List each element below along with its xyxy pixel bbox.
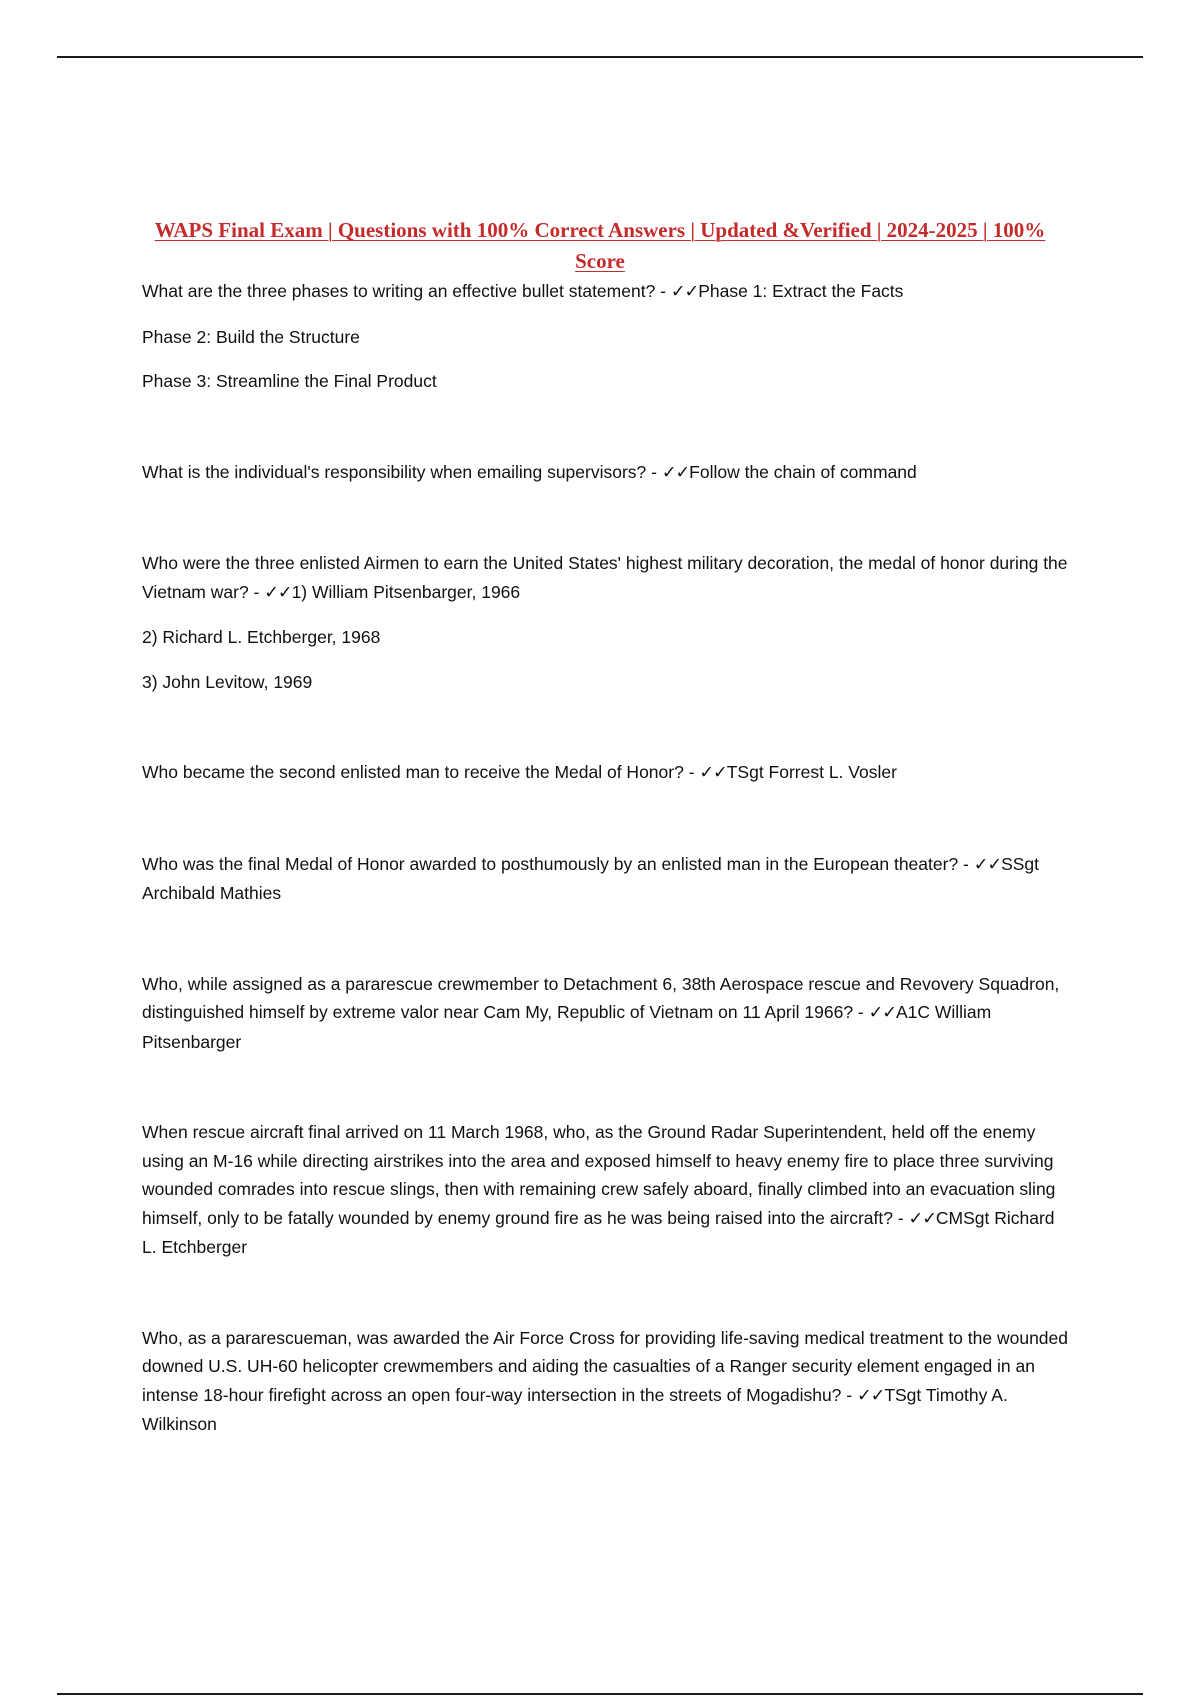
answer-line: 2) Richard L. Etchberger, 1968 bbox=[142, 627, 381, 647]
answer-text: 1) William Pitsenbarger, 1966 bbox=[291, 581, 521, 602]
question-text: Who were the three enlisted Airmen to earn the United States' highest military decoration, the medal of honor during the Vietnam war? - bbox=[142, 553, 1068, 602]
answer-text: TSgt Forrest L. Vosler bbox=[726, 762, 897, 782]
answer-line: 3) John Levitow, 1969 bbox=[142, 671, 313, 692]
answer-text: SSgt Archibald Mathies bbox=[142, 853, 1040, 903]
question-text: What is the individual's responsibility when emailing supervisors? - bbox=[142, 461, 662, 482]
question-text: Who, while assigned as a pararescue crewmember to Detachment 6, 38th Aerospace rescue and Revovery Squadron, distinguished himself by extreme valor near Cam My, Republic of Vietnam on 11 April 1966? - bbox=[142, 973, 1060, 1022]
qa-item bbox=[142, 758, 1072, 788]
check-mark-icon: ✓✓ bbox=[973, 854, 1002, 875]
qa-item bbox=[142, 850, 1072, 908]
qa-question-line bbox=[142, 458, 1072, 488]
answer-line: Phase 3: Streamline the Final Product bbox=[142, 371, 437, 391]
qa-question-line bbox=[142, 277, 1072, 307]
answer-text: TSgt Timothy A. Wilkinson bbox=[142, 1384, 1008, 1434]
check-mark-icon: ✓✓ bbox=[670, 282, 699, 302]
check-mark-icon: ✓✓ bbox=[699, 763, 727, 783]
check-mark-icon: ✓✓ bbox=[856, 1385, 885, 1406]
question-text: Who was the final Medal of Honor awarded to posthumously by an enlisted man in the European theater? - bbox=[142, 853, 974, 874]
qa-item bbox=[142, 549, 1072, 696]
qa-question-line bbox=[142, 549, 1072, 607]
bottom-rule bbox=[57, 1693, 1143, 1695]
qa-item bbox=[142, 277, 1072, 396]
check-mark-icon: ✓✓ bbox=[868, 1003, 896, 1023]
answer-text: CMSgt Richard L. Etchberger bbox=[142, 1207, 1055, 1257]
qa-question-line bbox=[142, 758, 1072, 788]
question-text: When rescue aircraft final arrived on 11 March 1968, who, as the Ground Radar Superintendent, held off the enemy using an M-16 while directing airstrikes into the area and exposed himself to heavy enemy fire to place three surviving wounded comrades into rescue slings, then with remaining crew safely aboard, finally climbed into an evacuation sling himself, only to be fatally wounded by enemy ground fire as he was being raised into the aircraft? - bbox=[142, 1122, 1056, 1228]
check-mark-icon: ✓✓ bbox=[264, 582, 292, 603]
qa-question-line bbox=[142, 850, 1072, 908]
check-mark-icon: ✓✓ bbox=[661, 462, 690, 483]
document-title: WAPS Final Exam | Questions with 100% Correct Answers | Updated &Verified | 2024-2025 | 100% Score bbox=[154, 218, 1046, 273]
check-mark-icon: ✓✓ bbox=[908, 1208, 936, 1229]
question-text: Who became the second enlisted man to receive the Medal of Honor? - bbox=[142, 762, 700, 782]
qa-item bbox=[142, 970, 1072, 1057]
qa-item bbox=[142, 1118, 1072, 1262]
question-text: Who, as a pararescueman, was awarded the Air Force Cross for providing life-saving medical treatment to the wounded downed U.S. UH-60 helicopter crewmembers and aiding the casualties of a Ranger security element engaged in an intense 18-hour firefight across an open four-way intersection in the streets of Mogadishu? - bbox=[142, 1327, 1069, 1405]
answer-text: Follow the chain of command bbox=[689, 461, 917, 482]
qa-list bbox=[142, 277, 1072, 1439]
answer-text: A1C William Pitsenbarger bbox=[142, 1002, 992, 1052]
answer-line: Phase 2: Build the Structure bbox=[142, 326, 360, 347]
question-text: What are the three phases to writing an effective bullet statement? - bbox=[142, 281, 671, 301]
answer-text: Phase 1: Extract the Facts bbox=[698, 281, 904, 301]
qa-question-line bbox=[142, 1324, 1072, 1439]
qa-item bbox=[142, 1324, 1072, 1439]
qa-question-line bbox=[142, 970, 1072, 1057]
top-rule bbox=[57, 56, 1143, 58]
qa-question-line bbox=[142, 1118, 1072, 1262]
qa-item bbox=[142, 458, 1072, 488]
